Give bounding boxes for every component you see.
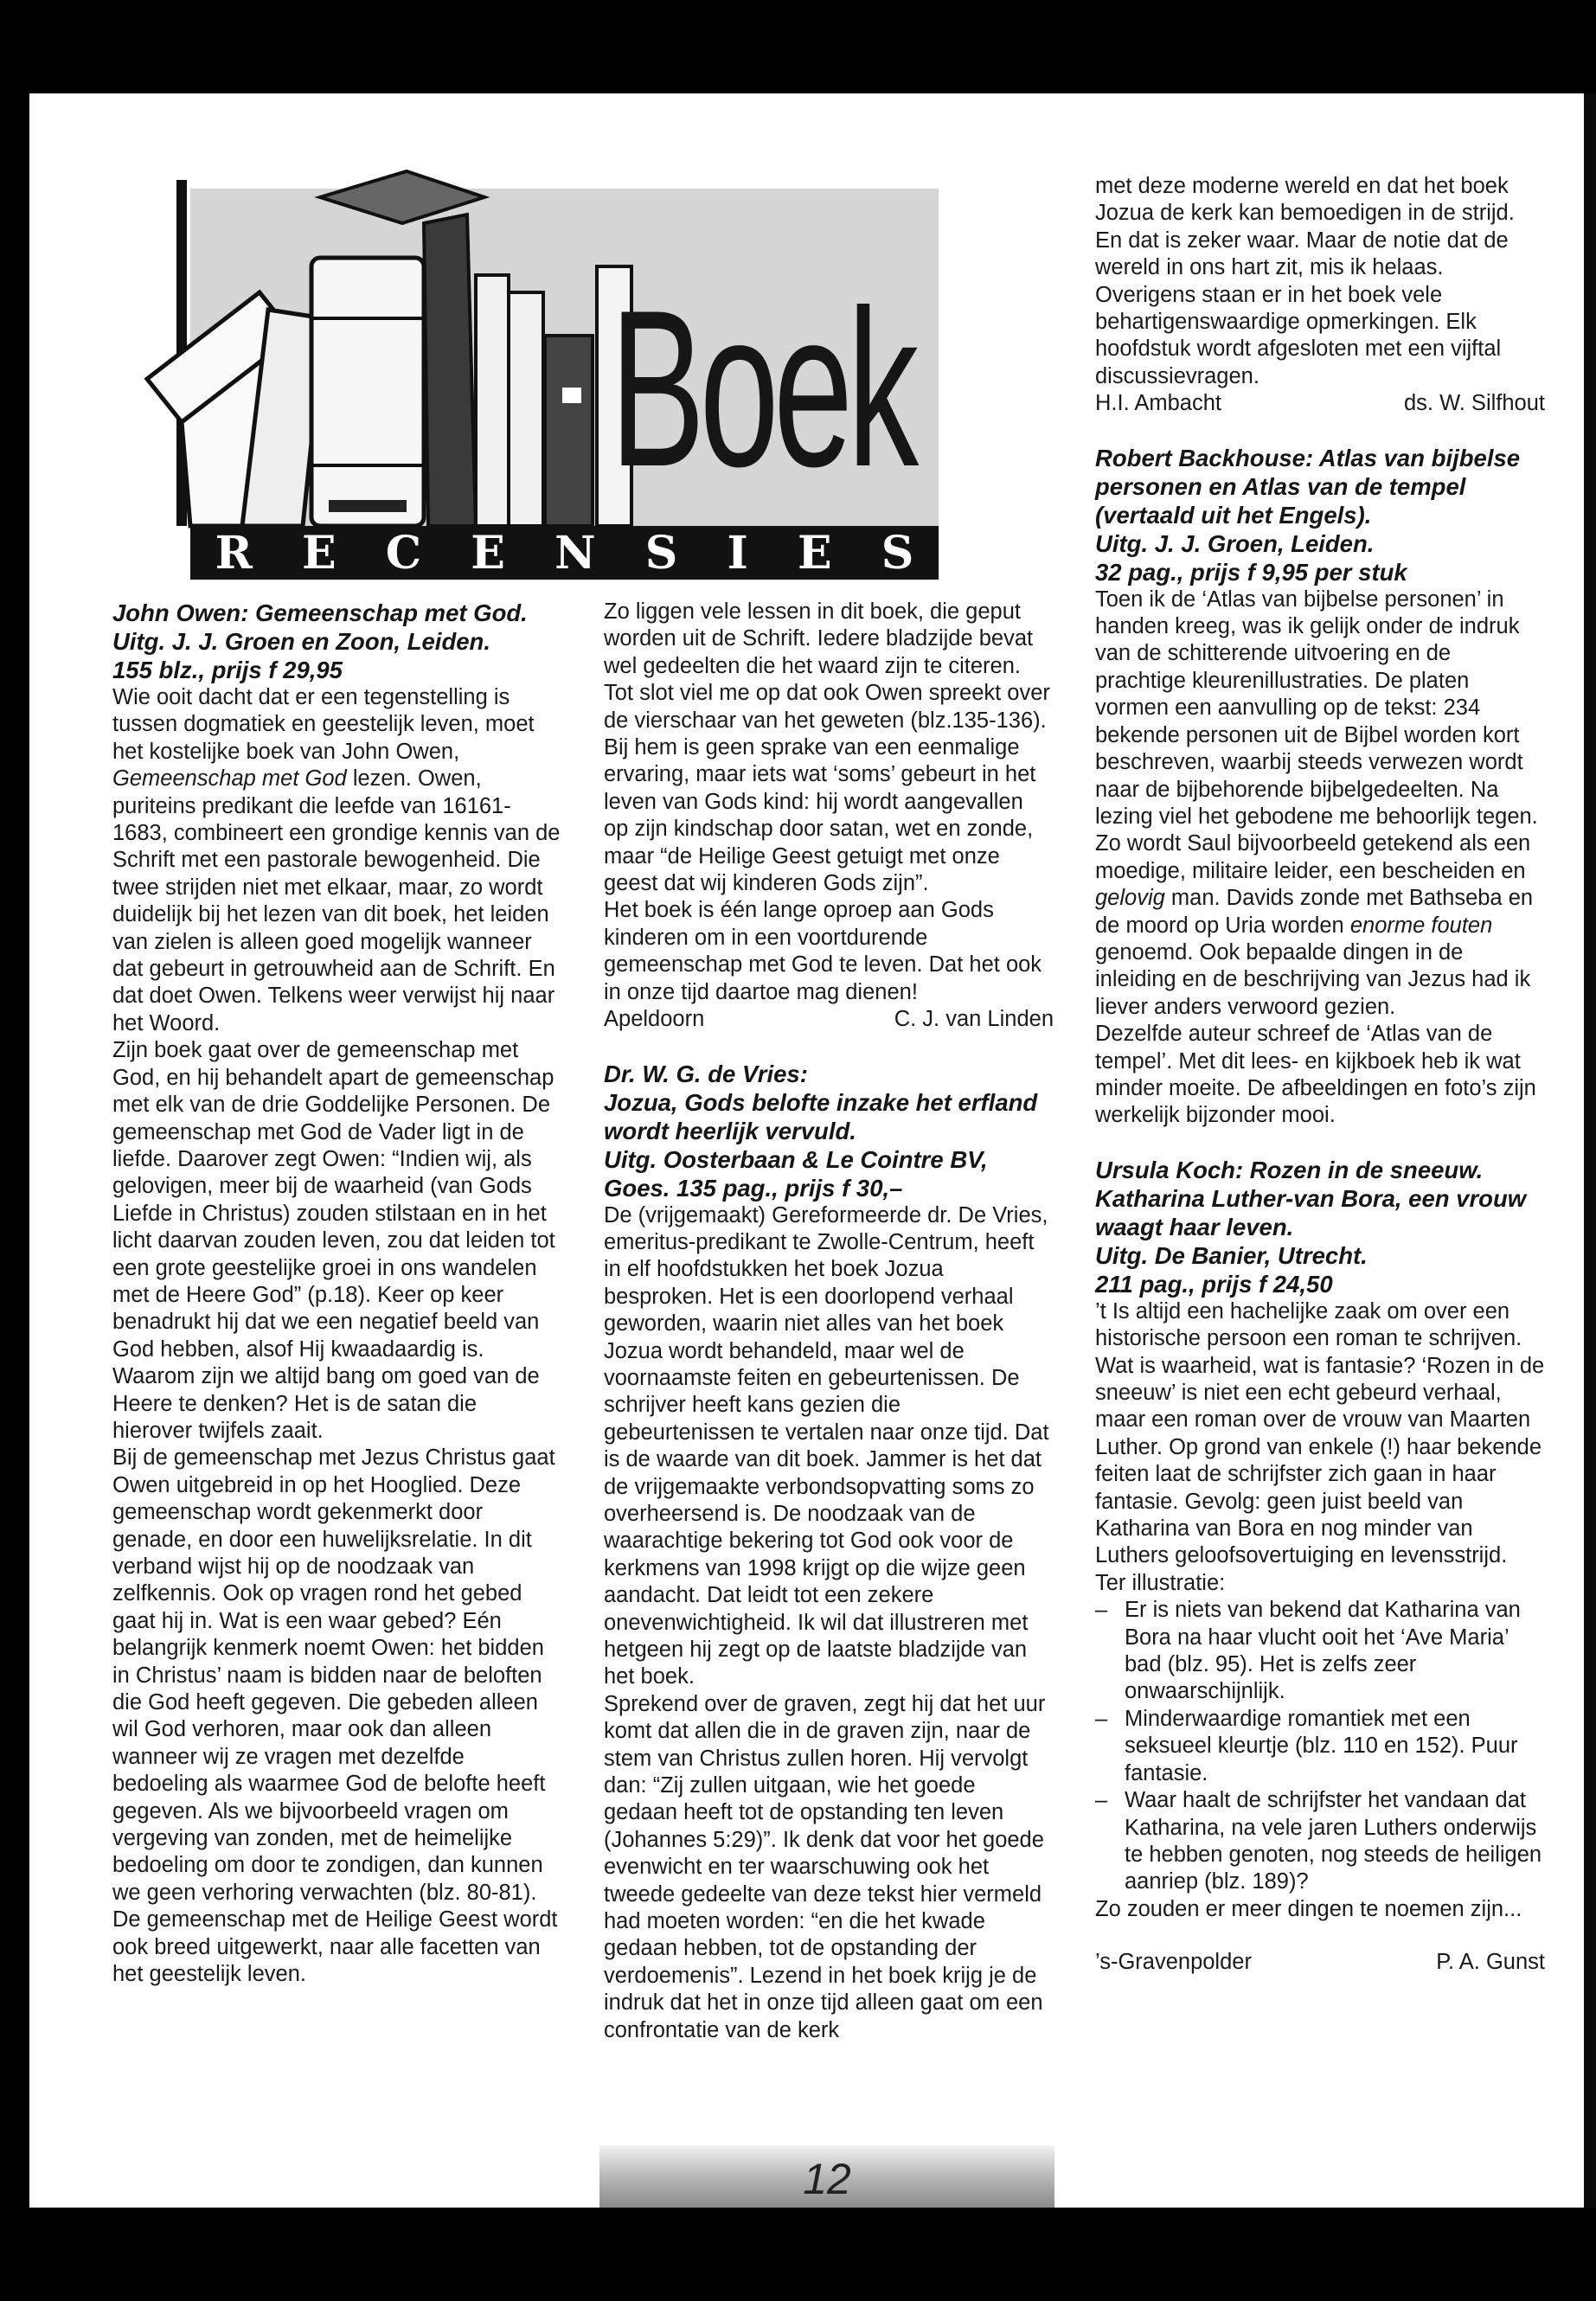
review-price: 155 blz., prijs f 29,95	[112, 657, 343, 683]
subtitle-letter: R	[215, 526, 253, 580]
signature-name: C. J. van Linden	[894, 1007, 1054, 1032]
signature-place: Apeldoorn	[604, 1007, 705, 1032]
page-number: 12	[803, 2155, 851, 2203]
review-signature	[604, 1006, 1054, 1033]
review-paragraph: met deze moderne wereld en dat het boek Jozua de kerk kan bemoedigen in de strijd. En dat is zeker waar. Maar de notie dat de wereld in ons hart zit, mis ik helaas. Overigens staan er in het boek vele behartigenswaardige opmerkingen. Elk hoofdstuk wordt afgesloten met een vijftal discussievragen.	[1095, 174, 1515, 388]
review-paragraph: Sprekend over de graven, zegt hij dat het uur komt dat allen die in de graven zijn, naar de stem van Christus zullen horen. Hij vervolgt dan: “Zij zullen uitgaan, wie het goede gedaan heeft tot de opstanding ten leven (Johannes 5:29)”. Ik denk dat voor het goede evenwicht en ter waarschuwing ook het tweede gedeelte van deze tekst hier vermeld had moeten worden: “en die het kwade gedaan hebben, tot de opstanding der verdoemenis”. Lezend in het boek krijg je de indruk dat het in onze tijd alleen gaat om een confrontatie van de kerk	[604, 1691, 1046, 2042]
scan-border-left	[0, 93, 29, 2301]
column-3	[1095, 173, 1545, 1977]
review-heading: Jozua, Gods belofte inzake het erfland wordt heerlijk vervuld.	[604, 1088, 1038, 1144]
subtitle-letter: E	[797, 526, 832, 580]
signature-name: ds. W. Silfhout	[1404, 391, 1545, 416]
emphasis: enorme fouten	[1349, 913, 1493, 938]
review-heading: Katharina Luther-van Bora, een vrouw waagt haar leven.	[1095, 1184, 1527, 1240]
subtitle-letter: E	[471, 526, 505, 580]
list-item: – Minderwaardige romantiek met een seksueel kleurtje (blz. 110 en 152). Puur fantasie.	[1095, 1706, 1545, 1787]
review-publisher: Uitg. J. J. Groen en Zoon, Leiden.	[112, 628, 490, 655]
review-paragraph	[112, 684, 562, 1037]
text: man. Davids zonde met Bathseba en de moord op Uria worden	[1095, 886, 1534, 938]
column-1	[112, 599, 562, 1989]
subtitle-letter: E	[301, 526, 337, 580]
page-number-tab	[599, 2145, 1054, 2208]
review-publisher: Uitg. Oosterbaan & Le Cointre BV, Goes. 135 pag., prijs f 30,–	[604, 1145, 988, 1202]
scan-border-top	[0, 0, 1596, 93]
scan-border-right	[1584, 93, 1596, 2301]
review-paragraph: Zo zouden er meer dingen te noemen zijn...	[1095, 1896, 1522, 1921]
subtitle-letter: S	[881, 526, 914, 580]
masthead-title: Boek	[610, 263, 913, 513]
column-2	[604, 599, 1054, 2044]
list-item: – Waar haalt de schrijfster het vandaan dat Katharina, na vele jaren Luthers onderwijs te hebben genoten, nog steeds de heiligen aanriep (blz. 189)?	[1095, 1787, 1545, 1896]
review-publisher: Uitg. J. J. Groen, Leiden.	[1095, 529, 1375, 557]
review-publisher: Uitg. De Banier, Utrecht.	[1095, 1241, 1368, 1269]
review-paragraph: Zijn boek gaat over de gemeenschap met God, en hij behandelt apart de gemeenschap met elk van de drie Goddelijke Personen. De gemeenschap met God de Vader ligt in de liefde. Daarover zegt Owen: “Indien wij, als gelovigen, meer bij de waarheid (van Gods Liefde in Christus) zouden stilstaan en in het licht daarvan zouden leven, zou dat leiden tot een grote geestelijke groei in ons wandelen met de Heere God” (p.18). Keer op keer benadrukt hij dat we een negatief beeld van God hebben, alsof Hij kwaadaardig is. Waarom zijn we altijd bang om goed van de Heere te denken? Het is de satan die hierover twijfels zaait.	[112, 1038, 555, 1443]
review-paragraph: Het boek is één lange oproep aan Gods kinderen om in een voortdurende gemeenschap met God te leven. Dat het ook in onze tijd daartoe mag dienen!	[604, 898, 1042, 1004]
review-paragraph: Zo liggen vele lessen in dit boek, die geput worden uit de Schrift. Iedere bladzijde bevat wel gedeelten die het waard zijn te citeren. Tot slot viel me op dat ook Owen spreekt over de vierschaar van het geweten (blz.135-136). Bij hem is geen sprake van een eenmalige ervaring, maar iets wat ‘soms’ gebeurt in het leven van Gods kind: hij wordt aangevallen op zijn kindschap door satan, wet en zonde, maar “de Heilige Geest getuigt met onze geest dat wij kinderen Gods zijn”.	[604, 599, 1050, 896]
emphasis: gelovig	[1095, 886, 1165, 911]
text: Wie ooit dacht dat er een tegenstelling is tussen dogmatiek en geestelijk leven, moet het kostelijke boek van John Owen,	[112, 685, 535, 764]
review-heading: John Owen: Gemeenschap met God.	[112, 599, 528, 626]
text: Toen ik de ‘Atlas van bijbelse personen’ in handen kreeg, was ik gelijk onder de indruk van de schitterende uitvoering en de prachtige kleurenillustraties. De platen vormen een aanvulling op de tekst: 234 bekende personen uit de Bijbel worden kort beschreven, waarbij steeds verwezen wordt naar de bijbehorende bijbelgedeelten. Na lezing viel het gebodene me behoorlijk tegen. Zo wordt Saul bijvoorbeeld getekend als een moedige, militaire leider, een bescheiden en	[1095, 586, 1538, 883]
masthead	[138, 163, 943, 578]
review-heading: Robert Backhouse: Atlas van bijbelse personen en Atlas van de tempel (vertaald uit het Engels).	[1095, 444, 1521, 529]
subtitle-letter: N	[554, 526, 596, 580]
review-price: 32 pag., prijs f 9,95 per stuk	[1095, 558, 1407, 586]
review-paragraph: Bij de gemeenschap met Jezus Christus gaat Owen uitgebreid in op het Hooglied. Deze gemeenschap wordt gekenmerkt door genade, en door een huwelijksrelatie. In dit verband wijst hij op de noodzaak van zelfkennis. Ook op vragen rond het gebed gaat hij in. Wat is een waar gebed? Eén belangrijk kenmerk noemt Owen: het bidden in Christus’ naam is bidden naar de beloften die God heeft gegeven. Die gebeden alleen wil God verhoren, maar ook dan alleen wanneer wij ze vragen met dezelfde bedoeling als waarmee God de belofte heeft gegeven. Als we bijvoorbeeld vragen om vergeving van zonden, met de heimelijke bedoeling om door te zondigen, dan kunnen we geen verhoring verwachten (blz. 80-81). De gemeenschap met de Heilige Geest wordt ook breed uitgewerkt, naar alle facetten van het geestelijk leven.	[112, 1445, 558, 1987]
list-item-text: Waar haalt de schrijfster het vandaan dat Katharina, na vele jaren Luthers onderwijs te hebben genoten, nog steeds de heiligen aanriep (blz. 189)?	[1125, 1788, 1542, 1894]
list-item-text: Minderwaardige romantiek met een seksueel kleurtje (blz. 110 en 152). Puur fantasie.	[1125, 1706, 1518, 1785]
signature-place: ’s-Gravenpolder	[1095, 1950, 1252, 1975]
subtitle-letter: I	[727, 526, 748, 580]
scan-border-bottom	[0, 2208, 1596, 2301]
signature-name: P. A. Gunst	[1436, 1950, 1545, 1975]
review-price: 211 pag., prijs f 24,50	[1095, 1270, 1333, 1298]
subtitle-letter: S	[644, 526, 678, 580]
list-item-text: Er is niets van bekend dat Katharina van Bora na haar vlucht ooit het ‘Ave Maria’ bad (blz. 95). Het is zelfs zeer onwaarschijnlijk.	[1125, 1598, 1521, 1704]
review-paragraph	[1095, 586, 1545, 1022]
signature-place: H.I. Ambacht	[1095, 391, 1221, 416]
book-title: Gemeenschap met God	[112, 766, 347, 792]
review-signature	[1095, 1949, 1545, 1976]
review-paragraph: Dezelfde auteur schreef de ‘Atlas van de tempel’. Met dit lees- en kijkboek heb ik wat minder moeite. De afbeeldingen en foto’s zijn werkelijk bijzonder mooi.	[1095, 1022, 1536, 1128]
review-paragraph: Ter illustratie:	[1095, 1570, 1226, 1595]
subtitle-letter: C	[385, 526, 422, 580]
list-item: – Er is niets van bekend dat Katharina van Bora na haar vlucht ooit het ‘Ave Maria’ bad (blz. 95). Het is zelfs zeer onwaarschijnlijk.	[1095, 1597, 1545, 1706]
text: genoemd. Ook bepaalde dingen in de inleiding en de beschrijving van Jezus had ik liever anders verwoord gezien.	[1095, 939, 1531, 1019]
review-heading: Dr. W. G. de Vries:	[604, 1060, 808, 1087]
review-paragraph: ’t Is altijd een hachelijke zaak om over een historische persoon een roman te schrijven. Wat is waarheid, wat is fantasie? ‘Rozen in de sneeuw’ is niet een echt gebeurd verhaal, maar een roman over de vrouw van Maarten Luther. Op grond van enkele (!) haar bekende feiten laat de schrijfster zich gaan in haar fantasie. Gevolg: geen juist beeld van Katharina van Bora en nog minder van Luthers geloofsovertuiging en levensstrijd.	[1095, 1298, 1545, 1568]
review-heading: Ursula Koch: Rozen in de sneeuw.	[1095, 1156, 1484, 1183]
text: lezen. Owen, puriteins predikant die leefde van 16161-1683, combineert een grondige kennis van de Schrift met een pastorale bewogenheid. Die twee strijden niet met elkaar, maar, zo wordt duidelijk bij het lezen van dit boek, het leiden van zielen is alleen goed mogelijk wanneer dat gebeurt in getrouwheid aan de Schrift. En dat doet Owen. Telkens weer verwijst hij naar het Woord.	[112, 766, 561, 1035]
masthead-subtitle-bar	[190, 526, 939, 580]
review-paragraph: De (vrijgemaakt) Gereformeerde dr. De Vries, emeritus-predikant te Zwolle-Centrum, heeft in elf hoofdstukken het boek Jozua besproken. Het is een doorlopend verhaal geworden, waarin niet alles van het boek Jozua wordt behandeld, maar wel de voornaamste feiten en gebeurtenissen. De schrijver heeft kans gezien die gebeurtenissen te vertalen naar onze tijd. Dat is de waarde van dit boek. Jammer is het dat de vrijgemaakte verbondsopvatting soms zo overheersend is. De noodzaak van de waarachtige bekering tot God ook voor de kerkmens van 1998 krijgt op die wijze geen aandacht. Dat leidt tot een zekere onevenwichtigheid. Ik wil dat illustreren met hetgeen hij zegt op de laatste bladzijde van het boek.	[604, 1202, 1049, 1689]
review-signature	[1095, 390, 1545, 417]
